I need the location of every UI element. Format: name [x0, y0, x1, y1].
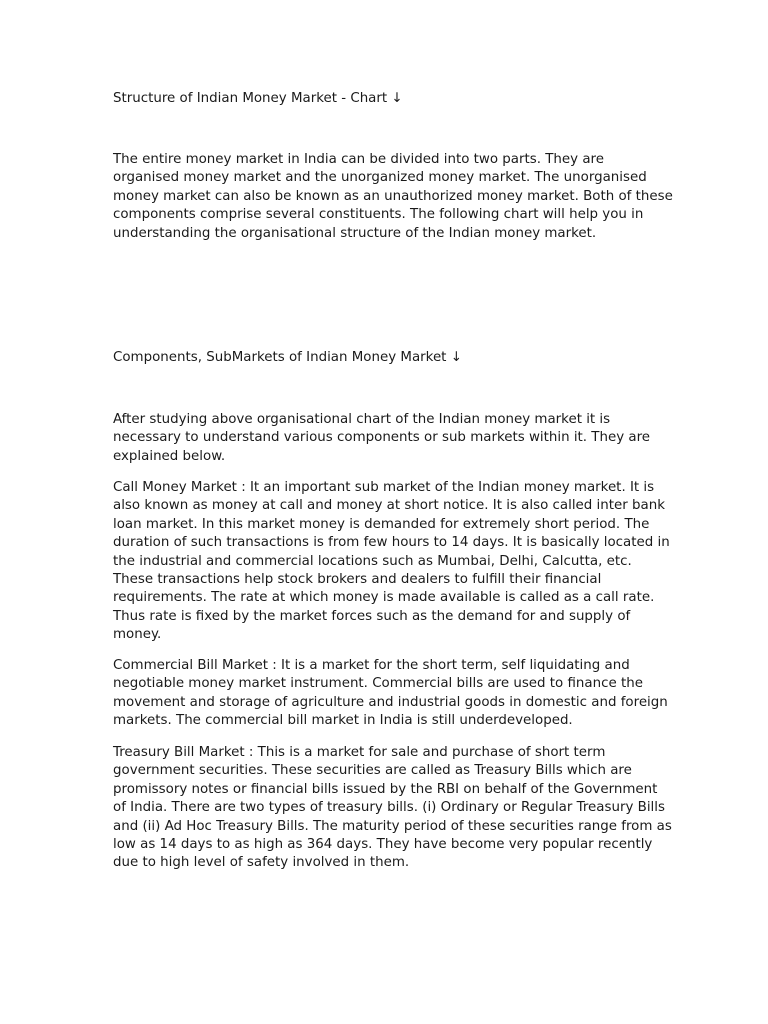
commercial-bill-market-paragraph: Commercial Bill Market : It is a market for the short term, self liquidating and negotiable money market instrument. Commercial bills are used to finance the movement and storage of agriculture and industrial goods in domestic and foreign markets. The commercial bill market in India is still underdeveloped.: [113, 658, 668, 729]
heading-components: Components, SubMarkets of Indian Money Market ↓: [113, 350, 462, 365]
heading-structure: Structure of Indian Money Market - Chart ↓: [113, 91, 403, 106]
call-money-market-paragraph: Call Money Market : It an important sub market of the Indian money market. It is also known as money at call and money at short notice. It is also called inter bank loan market. In this market money is demanded for extremely short period. The duration of such transactions is from few hours to 14 days. It is basically located in the industrial and commercial locations such as Mumbai, Delhi, Calcutta, etc. These transactions help stock brokers and dealers to fulfill their financial requirements. The rate at which money is made available is called as a call rate. Thus rate is fixed by the market forces such as the demand for and supply of money.: [113, 480, 670, 643]
after-chart-paragraph: After studying above organisational chart of the Indian money market it is necessary to understand various components or sub markets within it. They are explained below.: [113, 412, 651, 464]
intro-paragraph: The entire money market in India can be divided into two parts. They are organised money market and the unorganized money market. The unorganised money market can also be known as an unauthorized money market. Both of these components comprise several constituents. The following chart will help you in understanding the organisational structure of the Indian money market.: [113, 152, 673, 241]
treasury-bill-market-paragraph: Treasury Bill Market : This is a market for sale and purchase of short term government securities. These securities are called as Treasury Bills which are promissory notes or financial bills issued by the RBI on behalf of the Government of India. There are two types of treasury bills. (i) Ordinary or Regular Treasury Bills and (ii) Ad Hoc Treasury Bills. The maturity period of these securities range from as low as 14 days to as high as 364 days. They have become very popular recently due to high level of safety involved in them.: [113, 745, 672, 871]
